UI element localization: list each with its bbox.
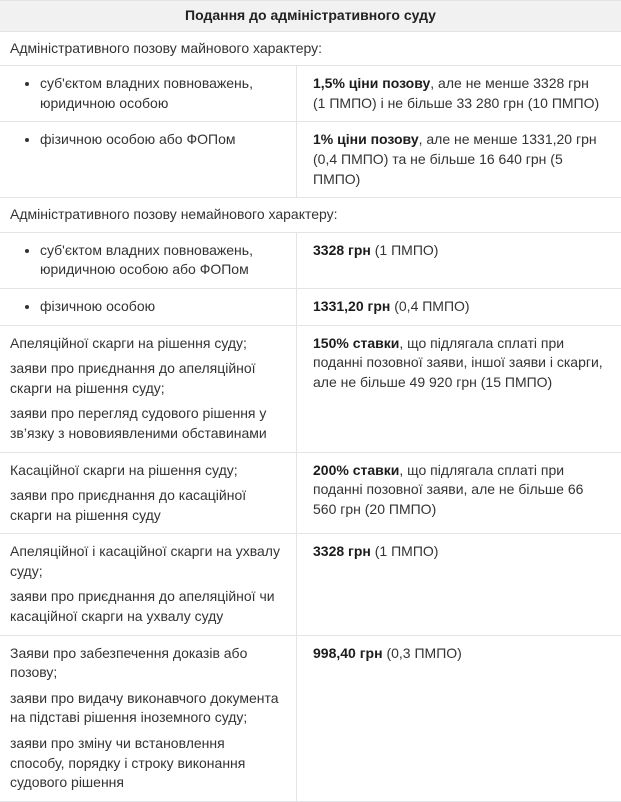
fee-description-cell (0, 289, 297, 325)
payer-bullet-list (10, 297, 282, 317)
fee-row (0, 534, 621, 635)
fee-amount-bold: 1% ціни позову (313, 131, 419, 148)
fee-amount-rest: , але не менше 1331,20 грн (0,4 ПМПО) та не більше 16 640 грн (5 ПМПО) (313, 131, 597, 187)
payer-bullet-list (10, 130, 282, 150)
fee-amount-text (313, 297, 603, 317)
fee-description-cell (0, 636, 297, 801)
fee-amount-text (313, 334, 603, 393)
description-paragraph: заяви про перегляд судового рішення у зв’язку з нововиявленими обставинами (10, 405, 267, 441)
fee-amount-bold: 3328 грн (313, 241, 371, 258)
description-paragraph: заяви про приєднання до касаційної скарги на рішення суду (10, 487, 247, 523)
payer-bullet-item: • суб'єктом владних повноважень, юридичною особою або ФОПом (40, 241, 282, 280)
section-header: Адміністративного позову немайнового характеру: (10, 206, 338, 223)
fee-row (0, 326, 621, 453)
fee-row (0, 289, 621, 326)
fee-amount-text (313, 461, 603, 520)
fee-description-cell (0, 453, 297, 534)
fee-amount-cell (297, 453, 621, 534)
description-paragraph: заяви про приєднання до апеляційної скарги на рішення суду; (10, 360, 256, 396)
table-title: Подання до адміністративного суду (0, 0, 621, 32)
fee-amount-rest: (1 ПМПО) (370, 241, 439, 258)
payer-bullet-item: • фізичною особою (40, 297, 282, 317)
fee-amount-rest: (0,4 ПМПО) (390, 297, 470, 314)
description-paragraph: Апеляційної скарги на рішення суду; (10, 334, 247, 351)
description-paragraph: Касаційної скарги на рішення суду; (10, 461, 238, 478)
fee-amount-bold: 200% ставки (313, 461, 400, 478)
fee-row (0, 453, 621, 535)
fee-amount-bold: 1,5% ціни позову (313, 75, 431, 92)
fee-amount-rest: , що підлягала сплаті при поданні позовної заяви, але не більше 66 560 грн (20 ПМПО) (313, 461, 584, 517)
fee-amount-cell (297, 122, 621, 197)
fee-row (0, 636, 621, 802)
payer-bullet-item: • фізичною особою або ФОПом (40, 130, 282, 150)
fee-description-cell (0, 233, 297, 288)
description-paragraph: заяви про приєднання до апеляційної чи касаційної скарги на ухвалу суду (10, 588, 275, 625)
fee-amount-text (313, 644, 603, 664)
section-header: Адміністративного позову майнового характеру: (10, 39, 323, 56)
fee-amount-cell (297, 534, 621, 634)
payer-bullet-list (10, 241, 282, 280)
fee-amount-bold: 150% ставки (313, 334, 400, 351)
description-paragraph: Заяви про забезпечення доказів або позову; (10, 644, 248, 681)
description-paragraph: Апеляційної і касаційної скарги на ухвалу суду; (10, 543, 280, 579)
fee-amount-text (313, 74, 603, 113)
fee-amount-text (313, 241, 603, 261)
fee-amount-cell (297, 66, 621, 121)
fee-description-cell (0, 534, 297, 634)
fee-description-cell (0, 326, 297, 452)
fee-description-cell (0, 66, 297, 121)
fee-amount-text (313, 130, 603, 189)
fee-row (0, 233, 621, 289)
fee-amount-bold: 1331,20 грн (313, 297, 391, 314)
fee-amount-cell (297, 326, 621, 452)
fee-description-cell (0, 122, 297, 197)
payer-bullet-list (10, 74, 282, 113)
fee-amount-cell (297, 233, 621, 288)
section-row (0, 32, 621, 67)
section-row (0, 198, 621, 233)
fee-amount-rest: (1 ПМПО) (370, 543, 439, 560)
fee-row (0, 122, 621, 198)
fee-row (0, 66, 621, 122)
fee-amount-bold: 998,40 грн (313, 644, 383, 661)
fee-amount-rest: , але не менше 3328 грн (1 ПМПО) і не більше 33 280 грн (10 ПМПО) (313, 75, 600, 111)
fee-amount-cell (297, 636, 621, 801)
fee-amount-text (313, 542, 603, 562)
description-paragraph: заяви про видачу виконавчого документа на підставі рішення іноземного суду; (10, 689, 279, 726)
fee-amount-rest: , що підлягала сплаті при поданні позовної заяви, іншої заяви і скарги, але не більше 49 920 грн (15 ПМПО) (313, 334, 603, 390)
payer-bullet-item: • суб'єктом владних повноважень, юридичною особою (40, 74, 282, 113)
fee-amount-cell (297, 289, 621, 325)
table-body (0, 32, 621, 802)
fee-amount-rest: (0,3 ПМПО) (382, 644, 462, 661)
description-paragraph: заяви про зміну чи встановлення способу, порядку і строку виконання судового рішення (10, 735, 246, 791)
fee-amount-bold: 3328 грн (313, 543, 371, 560)
